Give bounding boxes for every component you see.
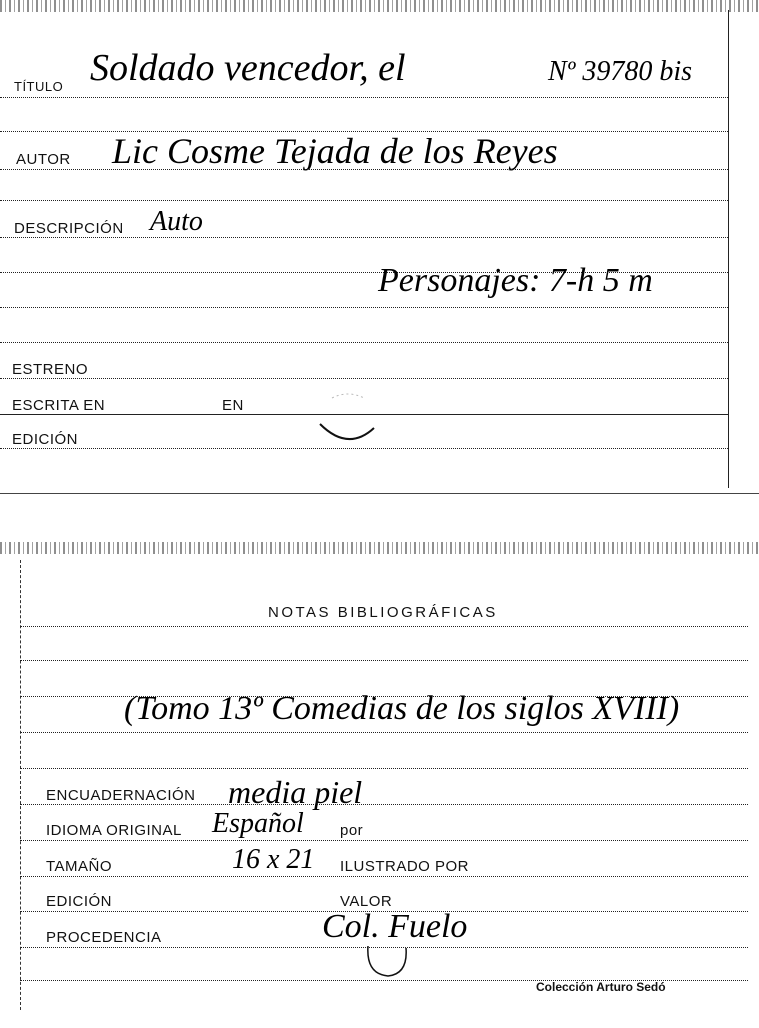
en-label: EN [222,397,244,414]
tamano-value: 16 x 21 [232,844,315,875]
punch-hole [312,388,384,450]
idioma-label: IDIOMA ORIGINAL [46,822,182,839]
titulo-value: Soldado vencedor, el [90,47,406,89]
descripcion-rule [0,237,728,238]
rule [20,768,748,769]
notas-value: (Tomo 13º Comedias de los siglos XVIII) [124,690,680,727]
idioma-value: Español [212,808,304,839]
autor-label: AUTOR [16,151,71,168]
por-label: por [340,822,364,839]
encuadernacion-label: ENCUADERNACIÓN [46,787,196,804]
coleccion-footer: Colección Arturo Sedó [536,980,666,994]
encuadernacion-value: media piel [228,774,363,810]
numero-value: Nº 39780 bis [548,56,693,87]
card-edge-noise [0,0,759,12]
catalog-card-back [0,540,759,1028]
autor-rule [0,169,728,170]
rule [20,660,748,661]
titulo-rule [0,97,728,98]
idioma-rule [20,840,748,841]
punch-hole [362,926,412,980]
encuadernacion-rule [20,804,748,805]
escrita-en-label: ESCRITA EN [12,397,106,414]
rule [0,307,728,308]
autor-value: Lic Cosme Tejada de los Reyes [112,131,558,171]
ilustrado-label: ILUSTRADO POR [340,858,470,875]
edicion-label: EDICIÓN [46,893,113,910]
rule [0,200,728,201]
catalog-card-front [0,0,759,495]
tamano-rule [20,876,748,877]
valor-label: VALOR [340,893,393,910]
edicion-label: EDICIÓN [12,431,79,448]
rule [20,732,748,733]
card-separator [0,493,759,494]
estreno-label: ESTRENO [12,361,89,378]
titulo-label: TÍTULO [14,79,64,94]
procedencia-value: Col. Fuelo [322,908,468,945]
card-right-edge [728,10,729,488]
tamano-label: TAMAÑO [46,858,113,875]
descripcion-value: Auto [150,206,203,237]
notas-heading: NOTAS BIBLIOGRÁFICAS [268,604,498,621]
procedencia-label: PROCEDENCIA [46,929,162,946]
rule [20,626,748,627]
estreno-rule [0,378,728,379]
card-left-edge [20,560,21,1010]
card-edge-noise [0,542,759,554]
rule [0,342,728,343]
personajes-value: Personajes: 7-h 5 m [378,262,653,299]
descripcion-label: DESCRIPCIÓN [14,220,124,237]
